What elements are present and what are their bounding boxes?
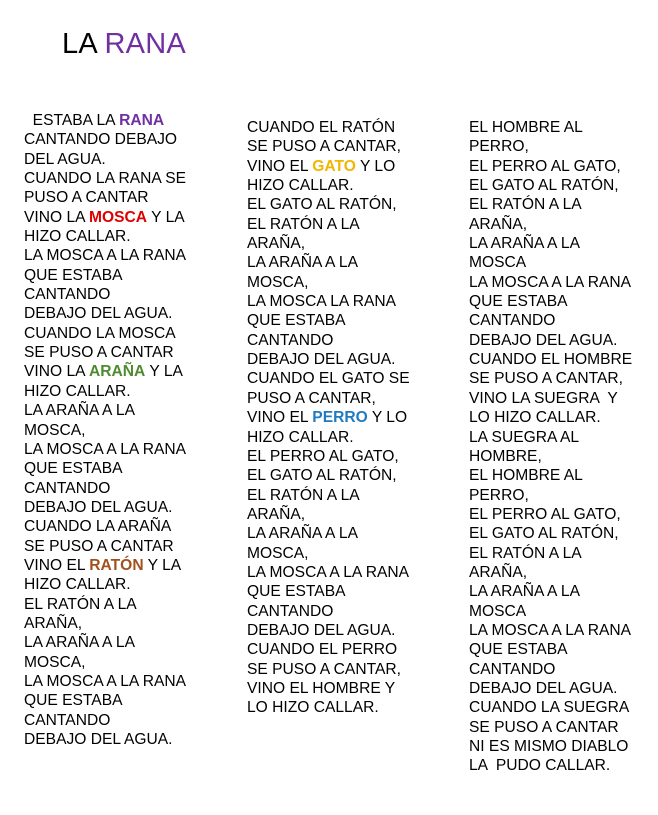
poem-line xyxy=(24,517,186,536)
poem-line xyxy=(24,169,186,188)
line-text: EL GATO AL RATÓN, xyxy=(469,177,619,195)
title-word-rana: RANA xyxy=(104,28,186,60)
poem-line xyxy=(469,253,632,272)
line-text: LA ARAÑA A LA xyxy=(469,235,580,253)
line-text: LA MOSCA A LA RANA xyxy=(247,563,410,581)
poem-line xyxy=(24,227,186,246)
line-text: CANTANDO DEBAJO xyxy=(24,131,178,149)
poem-line xyxy=(247,428,410,447)
line-text: SE PUSO A CANTAR xyxy=(24,344,174,362)
line-text: LA MOSCA A LA RANA xyxy=(24,672,187,690)
title-prefix: LA xyxy=(62,28,105,60)
poem-line xyxy=(247,466,410,485)
line-text: DEBAJO DEL AGUA. xyxy=(24,731,173,748)
poem-line xyxy=(469,428,632,447)
line-text: DEL AGUA. xyxy=(24,150,106,168)
line-text: CUANDO EL RATÓN xyxy=(247,119,396,136)
highlight-word-gato: GATO xyxy=(312,157,356,175)
poem-line xyxy=(247,698,410,717)
poem-line xyxy=(469,563,632,582)
poem-line xyxy=(247,350,410,369)
poem-line xyxy=(469,640,632,659)
poem-line xyxy=(247,679,410,698)
line-text-after: Y LA xyxy=(145,363,183,381)
line-text: MOSCA, xyxy=(24,653,86,671)
poem-line xyxy=(24,324,186,343)
line-text: HIZO CALLAR. xyxy=(24,228,131,246)
line-text: LA ARAÑA A LA xyxy=(247,525,358,543)
poem-line xyxy=(247,621,410,640)
line-text: EL GATO AL RATÓN, xyxy=(247,196,397,214)
poem-line xyxy=(469,505,632,524)
line-text: SE PUSO A CANTAR xyxy=(469,718,619,736)
line-text: NI ES MISMO DIABLO xyxy=(469,738,629,755)
poem-line xyxy=(469,369,632,388)
poem-line xyxy=(247,524,410,543)
poem-column-3 xyxy=(469,118,632,776)
poem-line xyxy=(24,537,186,556)
poem-line xyxy=(24,633,186,652)
line-text: CUANDO EL GATO SE xyxy=(247,370,410,388)
poem-line xyxy=(469,389,632,408)
line-text: CUANDO EL HOMBRE xyxy=(469,351,633,369)
poem-line xyxy=(247,292,410,311)
line-text: MOSCA xyxy=(469,254,527,272)
highlight-word-raton: RATÓN xyxy=(89,556,144,574)
line-text: ARAÑA, xyxy=(247,235,306,253)
line-text: DEBAJO DEL AGUA. xyxy=(24,305,173,323)
line-text: QUE ESTABA xyxy=(469,293,568,311)
line-text: CUANDO LA ARAÑA xyxy=(24,518,172,536)
poem-line xyxy=(24,498,186,517)
highlight-word-rana: RANA xyxy=(119,112,165,129)
poem-line xyxy=(247,331,410,350)
highlight-word-perro: PERRO xyxy=(312,409,368,427)
poem-line xyxy=(469,447,632,466)
line-text: VINO LA SUEGRA Y xyxy=(469,389,618,407)
line-text: CANTANDO xyxy=(24,286,111,304)
line-text: EL GATO AL RATÓN, xyxy=(469,525,619,543)
page-title xyxy=(62,26,186,62)
line-text: QUE ESTABA xyxy=(24,266,123,284)
line-text: LA ARAÑA A LA xyxy=(469,583,580,601)
poem-line xyxy=(24,246,186,265)
line-text: LA ARAÑA A LA xyxy=(247,254,358,272)
line-text: VINO EL xyxy=(24,556,90,574)
poem-line xyxy=(24,188,186,207)
poem-line xyxy=(24,653,186,672)
line-text: LA MOSCA A LA RANA xyxy=(24,440,187,458)
poem-line xyxy=(24,614,186,633)
poem-line xyxy=(24,343,186,362)
line-text: EL PERRO AL GATO, xyxy=(469,505,621,523)
line-text: CUANDO LA MOSCA xyxy=(24,324,176,342)
line-text: CANTANDO xyxy=(247,331,334,349)
poem-line xyxy=(469,660,632,679)
poem-line xyxy=(469,737,632,756)
line-text: VINO EL HOMBRE Y xyxy=(247,679,396,697)
line-text-after: Y LA xyxy=(143,556,182,574)
poem-line xyxy=(469,234,632,253)
line-text: LA ARAÑA A LA xyxy=(24,634,135,652)
poem-line xyxy=(24,556,186,575)
line-text: HOMBRE, xyxy=(469,447,542,465)
poem-line xyxy=(469,602,632,621)
poem-line xyxy=(24,382,186,401)
poem-line xyxy=(469,679,632,698)
line-text: SE PUSO A CANTAR xyxy=(24,537,174,555)
poem-line xyxy=(247,253,410,272)
highlight-word-mosca: MOSCA xyxy=(89,208,148,226)
poem-line xyxy=(247,563,410,582)
line-text: MOSCA, xyxy=(247,273,309,291)
line-text: CUANDO LA RANA SE xyxy=(24,170,187,188)
line-text: EL RATÓN A LA xyxy=(469,544,582,562)
line-text: CANTANDO xyxy=(469,312,556,330)
poem-line xyxy=(247,447,410,466)
line-text: DEBAJO DEL AGUA. xyxy=(247,351,396,369)
line-text: LA MOSCA A LA RANA xyxy=(469,273,632,291)
line-text: CUANDO EL PERRO xyxy=(247,641,398,659)
line-text: ARAÑA, xyxy=(469,563,528,581)
line-text: QUE ESTABA xyxy=(24,692,123,710)
poem-line xyxy=(24,362,186,381)
line-text: CUANDO LA SUEGRA xyxy=(469,699,630,717)
poem-line xyxy=(24,575,186,594)
line-text: HIZO CALLAR. xyxy=(247,177,354,195)
poem-line xyxy=(24,285,186,304)
line-text: EL PERRO AL GATO, xyxy=(469,157,621,175)
poem-line xyxy=(247,408,410,427)
line-text: SE PUSO A CANTAR, xyxy=(247,138,401,156)
line-text: PUSO A CANTAR xyxy=(24,189,149,207)
line-text: LA SUEGRA AL xyxy=(469,428,580,446)
line-text: ESTABA LA xyxy=(24,112,120,129)
line-text: LO HIZO CALLAR. xyxy=(469,409,601,427)
line-text: HIZO CALLAR. xyxy=(24,576,131,594)
poem-line xyxy=(247,234,410,253)
line-text: LA PUDO CALLAR. xyxy=(469,757,611,775)
poem-line xyxy=(469,466,632,485)
poem-line xyxy=(24,421,186,440)
poem-line xyxy=(469,215,632,234)
poem-line xyxy=(24,459,186,478)
poem-line xyxy=(24,130,186,149)
poem-line xyxy=(24,595,186,614)
poem-line xyxy=(469,582,632,601)
poem-line xyxy=(24,111,186,130)
line-text: LA ARAÑA A LA xyxy=(24,402,135,420)
poem-line xyxy=(24,208,186,227)
poem-line xyxy=(469,756,632,775)
poem-line xyxy=(247,582,410,601)
line-text: QUE ESTABA xyxy=(469,641,568,659)
poem-line xyxy=(469,118,632,137)
line-text: DEBAJO DEL AGUA. xyxy=(469,331,618,349)
poem-line xyxy=(469,292,632,311)
poem-column-1 xyxy=(24,111,186,749)
poem-line xyxy=(469,311,632,330)
poem-line xyxy=(247,486,410,505)
highlight-word-arana: ARAÑA xyxy=(89,363,146,381)
line-text: LA MOSCA A LA RANA xyxy=(469,621,632,639)
poem-line xyxy=(469,408,632,427)
line-text: CANTANDO xyxy=(247,602,334,620)
line-text: ARAÑA, xyxy=(24,614,83,632)
poem-line xyxy=(24,401,186,420)
poem-line xyxy=(247,544,410,563)
poem-line xyxy=(247,176,410,195)
poem-line xyxy=(469,176,632,195)
line-text: VINO LA xyxy=(24,208,90,226)
poem-line xyxy=(24,730,186,749)
line-text: DEBAJO DEL AGUA. xyxy=(24,498,173,516)
line-text: DEBAJO DEL AGUA. xyxy=(469,679,618,697)
poem-line xyxy=(24,440,186,459)
poem-line xyxy=(24,304,186,323)
line-text: VINO EL xyxy=(247,157,313,175)
line-text: LA MOSCA A LA RANA xyxy=(24,247,187,265)
line-text: EL RATÓN A LA xyxy=(469,196,582,214)
poem-line xyxy=(24,711,186,730)
poem-line xyxy=(24,672,186,691)
poem-line xyxy=(469,331,632,350)
poem-line xyxy=(469,350,632,369)
poem-line xyxy=(469,698,632,717)
line-text: EL HOMBRE AL xyxy=(469,467,583,485)
line-text: HIZO CALLAR. xyxy=(247,428,354,446)
poem-line xyxy=(247,273,410,292)
line-text: QUE ESTABA xyxy=(247,312,346,330)
poem-line xyxy=(247,137,410,156)
line-text: QUE ESTABA xyxy=(247,583,346,601)
line-text: SE PUSO A CANTAR, xyxy=(247,660,401,678)
poem-line xyxy=(469,544,632,563)
line-text-after: Y LA xyxy=(147,208,185,226)
poem-line xyxy=(24,479,186,498)
line-text: VINO EL xyxy=(247,409,313,427)
poem-line xyxy=(469,157,632,176)
poem-line xyxy=(24,691,186,710)
line-text: EL HOMBRE AL xyxy=(469,119,583,136)
line-text: CANTANDO xyxy=(24,479,111,497)
line-text: EL GATO AL RATÓN, xyxy=(247,467,397,485)
poem-line xyxy=(469,273,632,292)
poem-line xyxy=(24,150,186,169)
line-text: SE PUSO A CANTAR, xyxy=(469,370,623,388)
poem-line xyxy=(247,118,410,137)
line-text: HIZO CALLAR. xyxy=(24,382,131,400)
poem-line xyxy=(247,369,410,388)
poem-line xyxy=(247,505,410,524)
line-text: CANTANDO xyxy=(469,660,556,678)
poem-line xyxy=(247,602,410,621)
poem-line xyxy=(247,195,410,214)
line-text: EL RATÓN A LA xyxy=(24,595,137,613)
poem-line xyxy=(247,311,410,330)
line-text: CANTANDO xyxy=(24,711,111,729)
line-text: PERRO, xyxy=(469,138,529,156)
poem-column-2 xyxy=(247,118,410,718)
poem-line xyxy=(469,486,632,505)
line-text: PUSO A CANTAR, xyxy=(247,389,376,407)
line-text: EL PERRO AL GATO, xyxy=(247,447,399,465)
line-text: QUE ESTABA xyxy=(24,460,123,478)
line-text: ARAÑA, xyxy=(247,505,306,523)
line-text-after: Y LO xyxy=(355,157,396,175)
line-text: VINO LA xyxy=(24,363,90,381)
poem-line xyxy=(24,266,186,285)
poem-line xyxy=(247,215,410,234)
line-text: LA MOSCA LA RANA xyxy=(247,293,397,311)
poem-line xyxy=(469,718,632,737)
poem-line xyxy=(247,389,410,408)
line-text: EL RATÓN A LA xyxy=(247,486,360,504)
line-text: LO HIZO CALLAR. xyxy=(247,699,379,717)
line-text: PERRO, xyxy=(469,486,529,504)
poem-line xyxy=(469,524,632,543)
poem-line xyxy=(247,157,410,176)
line-text: ARAÑA, xyxy=(469,215,528,233)
poem-line xyxy=(469,621,632,640)
line-text-after: Y LO xyxy=(367,409,408,427)
poem-line xyxy=(469,137,632,156)
line-text: DEBAJO DEL AGUA. xyxy=(247,621,396,639)
poem-line xyxy=(247,660,410,679)
line-text: MOSCA, xyxy=(247,544,309,562)
line-text: EL RATÓN A LA xyxy=(247,215,360,233)
line-text: MOSCA xyxy=(469,602,527,620)
poem-line xyxy=(247,640,410,659)
line-text: MOSCA, xyxy=(24,421,86,439)
poem-line xyxy=(469,195,632,214)
